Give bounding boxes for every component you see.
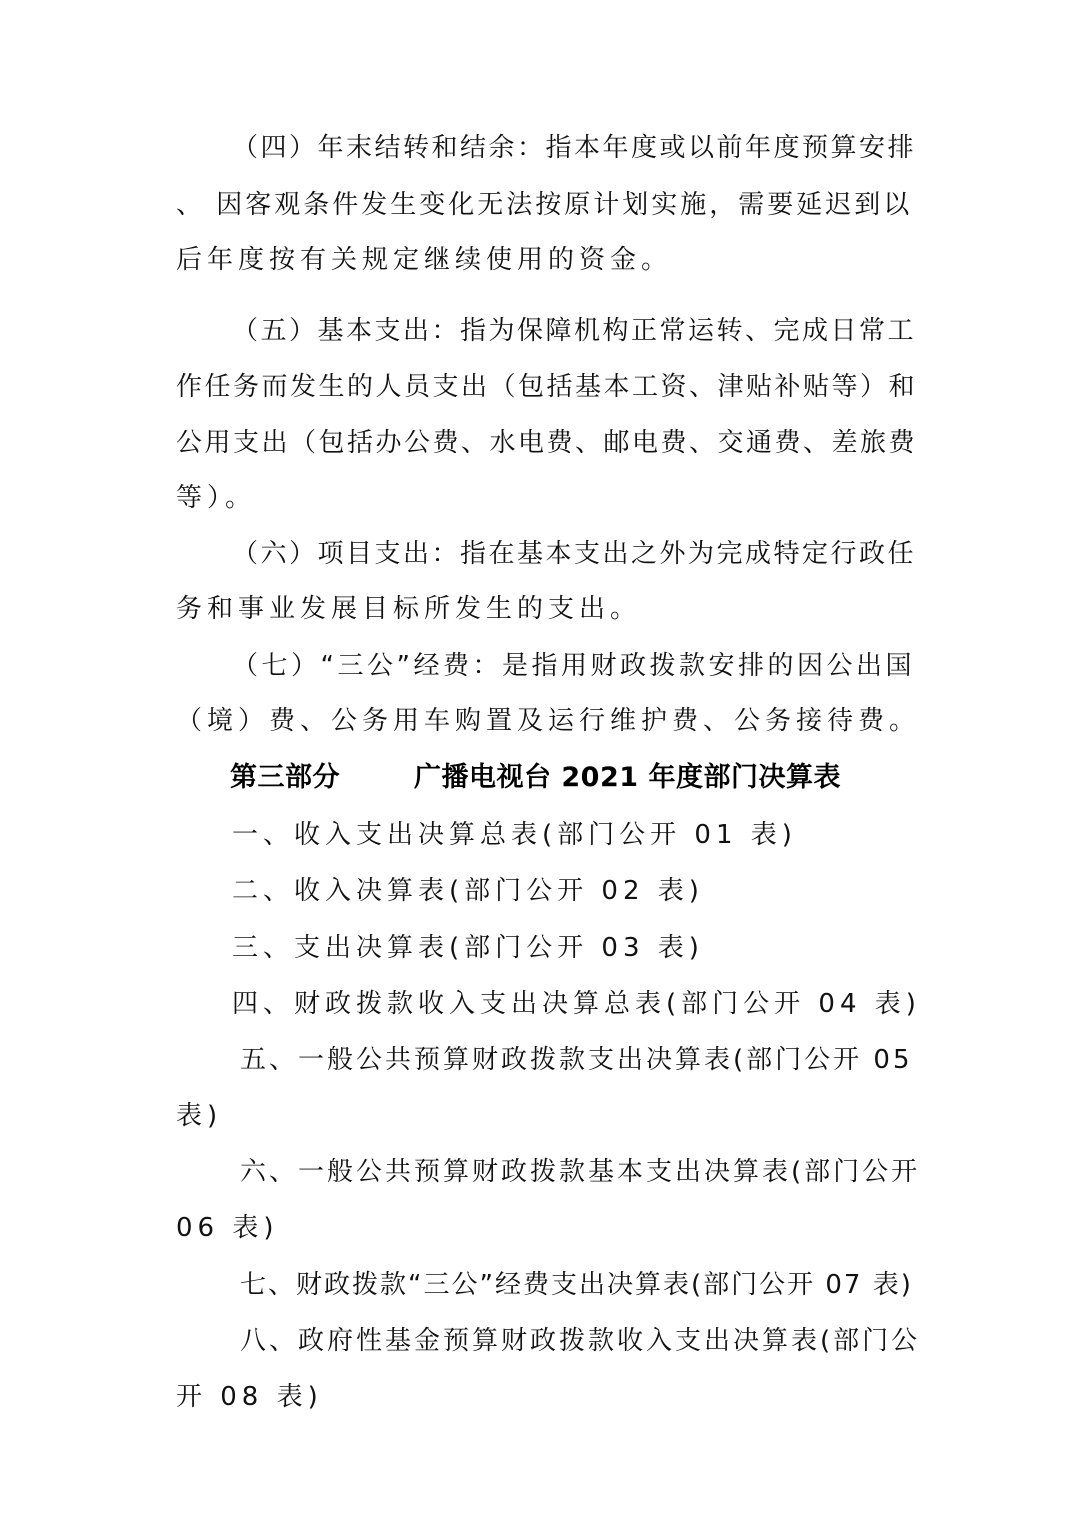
paragraph-line: （四）年末结转和结余：指本年度或以前年度预算安排 [232, 133, 917, 163]
paragraph-line: 公用支出（包括办公费、水电费、邮电费、交通费、差旅费 [176, 428, 918, 458]
paragraph-line: 、 因客观条件发生变化无法按原计划实施，需要延迟到以 [176, 190, 913, 220]
paragraph-line: （六）项目支出：指在基本支出之外为完成特定行政任 [232, 539, 917, 569]
table-list-item-continued: 开 08 表) [176, 1382, 323, 1412]
paragraph-line: （七）“三公”经费：是指用财政拨款安排的因公出国 [232, 651, 915, 681]
table-list-item-continued: 表) [176, 1101, 223, 1131]
table-list-item: 四、财政拨款收入支出决算总表(部门公开 04 表) [232, 989, 921, 1019]
paragraph-line: 务和事业发展目标所发生的支出。 [176, 594, 642, 624]
table-list-item: 六、一般公共预算财政拨款基本支出决算表(部门公开 [240, 1157, 921, 1187]
paragraph-line: （境）费、公务用车购置及运行维护费、公务接待费。 [176, 706, 921, 736]
table-list-item: 五、一般公共预算财政拨款支出决算表(部门公开 05 [240, 1045, 913, 1075]
section-heading [230, 760, 841, 796]
table-list-item: 三、支出决算表(部门公开 03 表) [232, 933, 704, 963]
table-list-item: 一、收入支出决算总表(部门公开 01 表) [232, 820, 797, 850]
table-list-item: 七、财政拨款“三公”经费支出决算表(部门公开 07 表) [240, 1270, 913, 1300]
section-part: 第三部分 [230, 762, 340, 793]
table-list-item: 八、政府性基金预算财政拨款收入支出决算表(部门公 [240, 1326, 921, 1356]
table-list-item-continued: 06 表) [176, 1213, 279, 1243]
paragraph-line: 等）。 [176, 483, 257, 513]
section-title: 广播电视台 2021 年度部门决算表 [414, 762, 841, 793]
paragraph-line: 后年度按有关规定继续使用的资金。 [176, 245, 673, 275]
table-list-item: 二、收入决算表(部门公开 02 表) [232, 876, 704, 906]
paragraph-line: （五）基本支出：指为保障机构正常运转、完成日常工 [232, 316, 917, 346]
paragraph-line: 作任务而发生的人员支出（包括基本工资、津贴补贴等）和 [176, 372, 918, 402]
